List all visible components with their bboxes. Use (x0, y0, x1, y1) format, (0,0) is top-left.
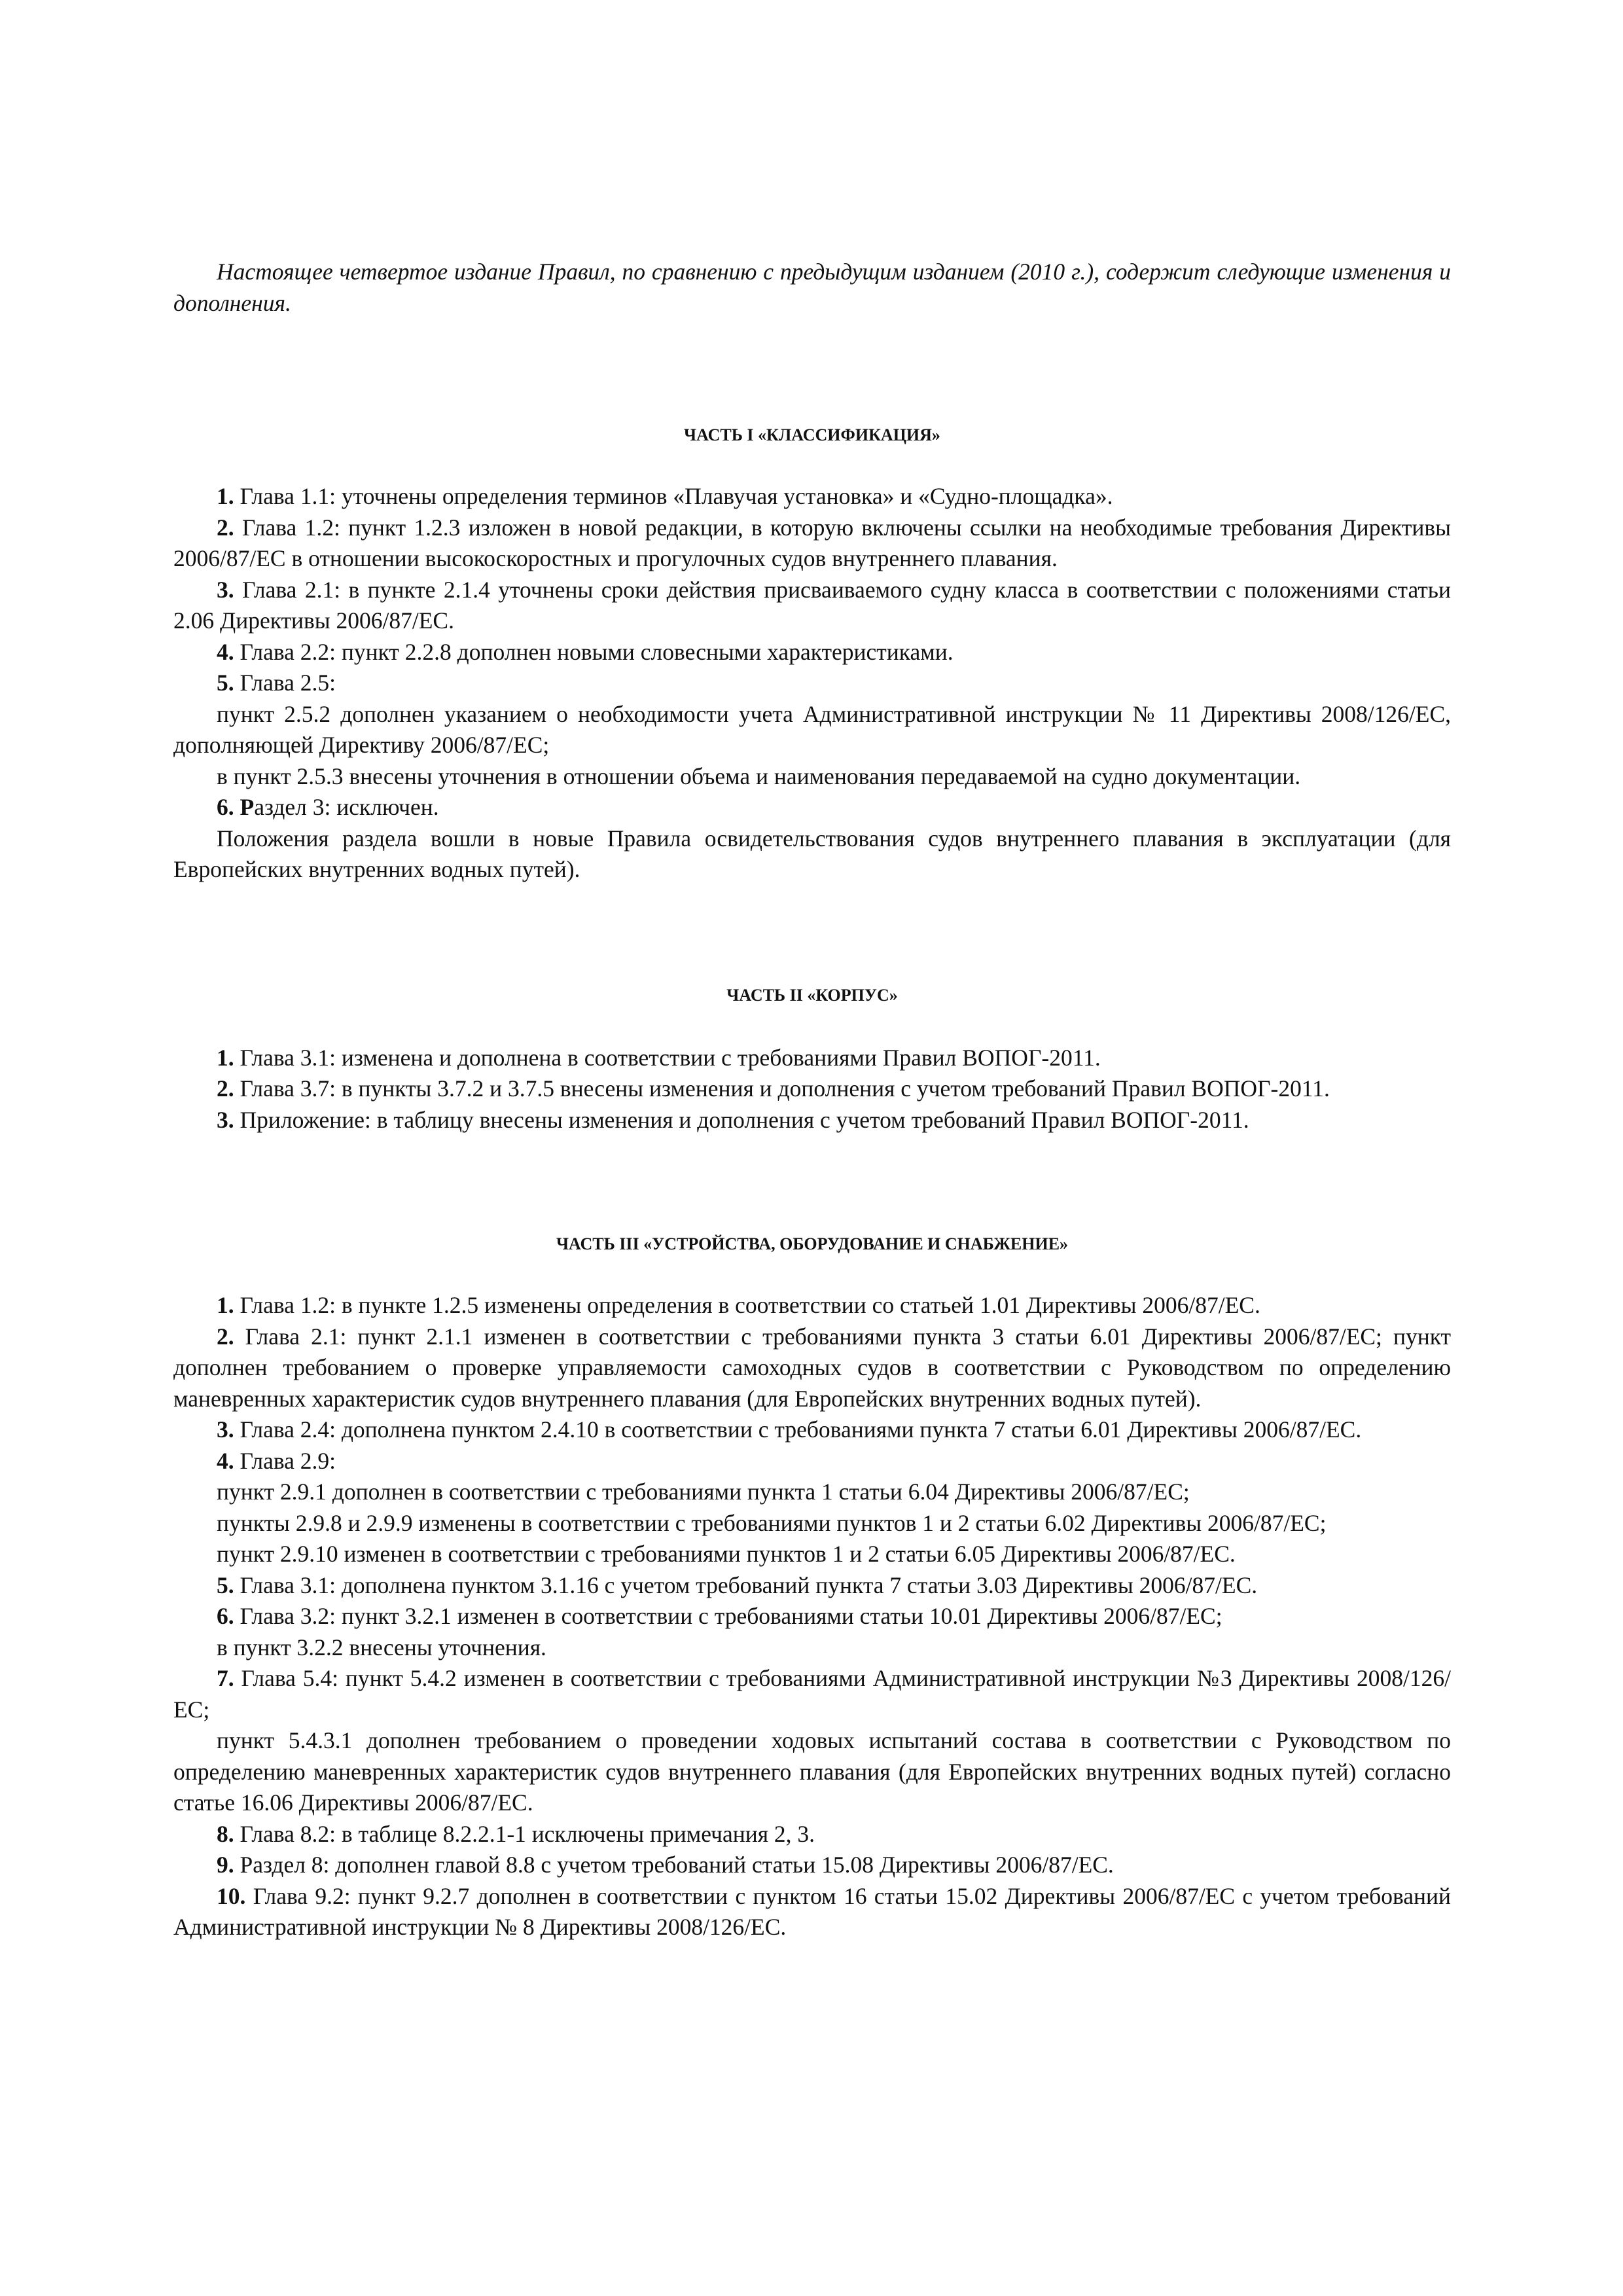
item-text: пункт 2.9.1 дополнен в соответствии с требованиями пункта 1 статьи 6.04 Директивы 2006/87/ЕС; (217, 1479, 1190, 1505)
intro-paragraph: Настоящее четвертое издание Правил, по сравнению с предыдущим изданием (2010 г.), содержит следующие изменения и дополнения. (173, 259, 1451, 316)
list-item (173, 823, 1451, 886)
item-text: Глава 2.5: (234, 670, 336, 696)
item-number: 1. (217, 483, 234, 509)
list-item (173, 1819, 1451, 1850)
item-number: 4. (217, 638, 234, 665)
list-item (173, 1105, 1451, 1136)
item-text: Глава 3.7: в пункты 3.7.2 и 3.7.5 внесены изменения и дополнения с учетом требований Правил ВОПОГ-2011. (234, 1075, 1330, 1102)
item-number: 2. (217, 514, 234, 541)
list-item (173, 1290, 1451, 1321)
item-text: пункт 2.5.2 дополнен указанием о необходимости учета Административной инструкции № 11 Директивы 2008/126/ЕС, дополняющей Директиву 2006/87/ЕС; (173, 700, 1451, 758)
list-item (173, 512, 1451, 575)
item-number: 10. (217, 1882, 246, 1909)
section-heading-part-2: ЧАСТЬ II «КОРПУС» (726, 985, 898, 1005)
list-item (173, 1321, 1451, 1415)
section-heading-part-1: ЧАСТЬ I «КЛАССИФИКАЦИЯ» (684, 425, 940, 444)
list-item (173, 761, 1451, 793)
list-item (173, 668, 1451, 699)
list-item (173, 1725, 1451, 1819)
list-item (173, 637, 1451, 668)
item-number: 6. Р (217, 794, 255, 820)
item-text: Глава 2.1: пункт 2.1.1 изменен в соответствии с требованиями пункта 3 статьи 6.01 Директивы 2006/87/ЕС; пункт дополнен требованием о проверке управляемости самоходных судов в соответствии с Руководством по определению маневренных характеристик судов внутреннего плавания (для Европейских внутренних водных путей). (173, 1323, 1451, 1412)
item-text: Глава 2.9: (234, 1447, 336, 1474)
item-number: 1. (217, 1292, 234, 1318)
item-text: Глава 2.1: в пункте 2.1.4 уточнены сроки действия присваиваемого судну класса в соответствии с положениями статьи 2.06 Директивы 2006/87/ЕС. (173, 576, 1451, 634)
item-number: 7. (217, 1665, 234, 1691)
item-number: 8. (217, 1820, 234, 1847)
item-text: Глава 1.2: в пункте 1.2.5 изменены определения в соответствии со статьей 1.01 Директивы 2006/87/ЕС. (234, 1292, 1260, 1318)
item-text: Положения раздела вошли в новые Правила освидетельствования судов внутреннего плавания в эксплуатации (для Европейских внутренних водных путей). (173, 825, 1451, 882)
list-item (173, 1570, 1451, 1602)
item-number: 3. (217, 1416, 234, 1443)
list-item (173, 1632, 1451, 1664)
item-number: 5. (217, 670, 234, 696)
list-item (173, 1881, 1451, 1943)
item-text: Раздел 8: дополнен главой 8.8 с учетом требований статьи 15.08 Директивы 2006/87/ЕС. (234, 1852, 1114, 1878)
list-item (173, 1508, 1451, 1539)
list-item (173, 481, 1451, 512)
item-text: Глава 3.1: изменена и дополнена в соответствии с требованиями Правил ВОПОГ-2011. (234, 1044, 1101, 1071)
item-number: 3. (217, 1106, 234, 1133)
list-item (173, 699, 1451, 761)
item-text: в пункт 2.5.3 внесены уточнения в отношении объема и наименования передаваемой на судно документации. (217, 762, 1301, 789)
list-item (173, 1850, 1451, 1881)
item-text: Глава 3.2: пункт 3.2.1 изменен в соответствии с требованиями статьи 10.01 Директивы 2006/87/ЕС; (234, 1603, 1222, 1629)
list-item (173, 575, 1451, 637)
item-text: Глава 3.1: дополнена пунктом 3.1.16 с учетом требований пункта 7 статьи 3.03 Директивы 2006/87/ЕС. (234, 1571, 1258, 1598)
list-item (173, 1446, 1451, 1477)
list-item (173, 1539, 1451, 1570)
item-number: 9. (217, 1852, 234, 1878)
item-text: Глава 8.2: в таблице 8.2.2.1-1 исключены примечания 2, 3. (234, 1820, 815, 1847)
item-text: Глава 5.4: пункт 5.4.2 изменен в соответствии с требованиями Административной инструкции №3 Директивы 2008/126/ЕС; (173, 1665, 1451, 1723)
item-text: Глава 2.4: дополнена пунктом 2.4.10 в соответствии с требованиями пункта 7 статьи 6.01 Директивы 2006/87/ЕС. (234, 1416, 1362, 1443)
item-text: Глава 2.2: пункт 2.2.8 дополнен новыми словесными характеристиками. (234, 638, 954, 665)
section-heading-part-3: ЧАСТЬ III «УСТРОЙСТВА, ОБОРУДОВАНИЕ И СНАБЖЕНИЕ» (556, 1234, 1069, 1253)
item-number: 3. (217, 576, 234, 603)
document-page (173, 257, 1451, 1943)
list-item (173, 1414, 1451, 1446)
item-number: 5. (217, 1571, 234, 1598)
list-item (173, 792, 1451, 823)
item-number: 4. (217, 1447, 234, 1474)
item-text: Глава 9.2: пункт 9.2.7 дополнен в соответствии с пунктом 16 статьи 15.02 Директивы 2006/87/ЕС с учетом требований Административной инструкции № 8 Директивы 2008/126/ЕС. (173, 1882, 1451, 1940)
list-item (173, 1073, 1451, 1105)
item-number: 1. (217, 1044, 234, 1071)
item-text: пункт 2.9.10 изменен в соответствии с требованиями пунктов 1 и 2 статьи 6.05 Директивы 2006/87/ЕС. (217, 1541, 1236, 1567)
item-text: в пункт 3.2.2 внесены уточнения. (217, 1634, 546, 1660)
list-item (173, 1477, 1451, 1508)
list-item (173, 1043, 1451, 1074)
list-item (173, 1663, 1451, 1725)
list-item (173, 1601, 1451, 1632)
item-text: Глава 1.2: пункт 1.2.3 изложен в новой редакции, в которую включены ссылки на необходимые требования Директивы 2006/87/ЕС в отношении высокоскоростных и прогулочных судов внутреннего плавания. (173, 514, 1451, 571)
item-text: Приложение: в таблицу внесены изменения и дополнения с учетом требований Правил ВОПОГ-2011. (234, 1106, 1249, 1133)
item-text: пункт 5.4.3.1 дополнен требованием о проведении ходовых испытаний состава в соответствии с Руководством по определению маневренных характеристик судов внутреннего плавания (для Европейских внутренних водных путей) согласно статье 16.06 Директивы 2006/87/ЕС. (173, 1727, 1451, 1816)
item-number: 2. (217, 1075, 234, 1102)
item-number: 6. (217, 1603, 234, 1629)
item-text: пункты 2.9.8 и 2.9.9 изменены в соответствии с требованиями пунктов 1 и 2 статьи 6.02 Директивы 2006/87/ЕС; (217, 1509, 1327, 1536)
item-text: Глава 1.1: уточнены определения терминов «Плавучая установка» и «Судно-площадка». (234, 483, 1113, 509)
item-number: 2. (217, 1323, 234, 1350)
item-text: аздел 3: исключен. (254, 794, 439, 820)
